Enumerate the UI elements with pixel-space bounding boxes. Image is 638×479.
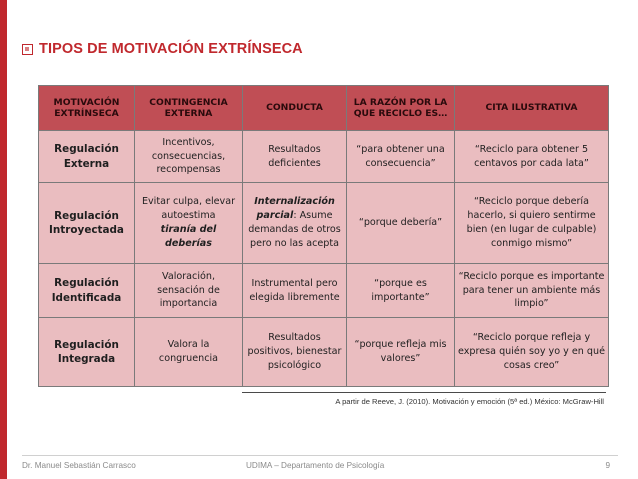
source-citation: A partir de Reeve, J. (2010). Motivación y emoción (5ª ed.) México: McGraw-Hill bbox=[335, 397, 604, 406]
cell-quote: “Reciclo porque es importante para tener un ambiente más limpio” bbox=[455, 264, 609, 318]
cell-type: Regulación Introyectada bbox=[39, 183, 135, 264]
table-row bbox=[39, 318, 609, 387]
conduct-text: : Asume demandas de otros pero no las acepta bbox=[248, 210, 341, 249]
table-header-row bbox=[39, 86, 609, 131]
footer-author: Dr. Manuel Sebastián Carrasco bbox=[22, 461, 136, 470]
header-contingencia: CONTINGENCIA EXTERNA bbox=[135, 86, 243, 131]
header-razon: LA RAZÓN POR LA QUE RECICLO ES… bbox=[347, 86, 455, 131]
contingency-emphasis: tiranía del deberías bbox=[160, 224, 217, 249]
cell-contingency: Valora la congruencia bbox=[135, 318, 243, 387]
header-cita: CITA ILUSTRATIVA bbox=[455, 86, 609, 131]
source-rule bbox=[242, 392, 606, 393]
table-row bbox=[39, 183, 609, 264]
cell-type: Regulación Identificada bbox=[39, 264, 135, 318]
cell-conduct: Instrumental pero elegida libremente bbox=[243, 264, 347, 318]
cell-quote: “Reciclo para obtener 5 centavos por cada lata” bbox=[455, 131, 609, 183]
footer-institution: UDIMA – Departamento de Psicología bbox=[246, 461, 385, 470]
cell-contingency bbox=[135, 183, 243, 264]
page-number: 9 bbox=[605, 461, 610, 470]
header-conducta: CONDUCTA bbox=[243, 86, 347, 131]
cell-quote: “Reciclo porque debería hacerlo, si quiero sentirme bien (en lugar de culpable) conmigo mismo” bbox=[455, 183, 609, 264]
cell-reason: “porque refleja mis valores” bbox=[347, 318, 455, 387]
conduct-emphasis: Internalización parcial bbox=[254, 196, 335, 222]
title-row bbox=[22, 38, 303, 60]
cell-type: Regulación Integrada bbox=[39, 318, 135, 387]
header-motivacion: MOTIVACIÓN EXTRÍNSECA bbox=[39, 86, 135, 131]
slide-title: TIPOS DE MOTIVACIÓN EXTRÍNSECA bbox=[39, 41, 303, 57]
cell-reason: “para obtener una consecuencia” bbox=[347, 131, 455, 183]
contingency-text: Evitar culpa, elevar autoestima bbox=[141, 196, 236, 222]
cell-quote: “Reciclo porque refleja y expresa quién soy yo y en qué cosas creo” bbox=[455, 318, 609, 387]
table-row bbox=[39, 264, 609, 318]
cell-type: Regulación Externa bbox=[39, 131, 135, 183]
footer-divider bbox=[22, 455, 618, 456]
cell-contingency: Valoración, sensación de importancia bbox=[135, 264, 243, 318]
cell-conduct bbox=[243, 183, 347, 264]
cell-conduct: Resultados positivos, bienestar psicológico bbox=[243, 318, 347, 387]
checkbox-bullet-icon bbox=[22, 44, 33, 55]
cell-reason: “porque debería” bbox=[347, 183, 455, 264]
accent-bar bbox=[0, 0, 7, 479]
motivation-table bbox=[38, 85, 609, 387]
table-row bbox=[39, 131, 609, 183]
cell-contingency: Incentivos, consecuencias, recompensas bbox=[135, 131, 243, 183]
cell-reason: “porque es importante” bbox=[347, 264, 455, 318]
cell-conduct: Resultados deficientes bbox=[243, 131, 347, 183]
